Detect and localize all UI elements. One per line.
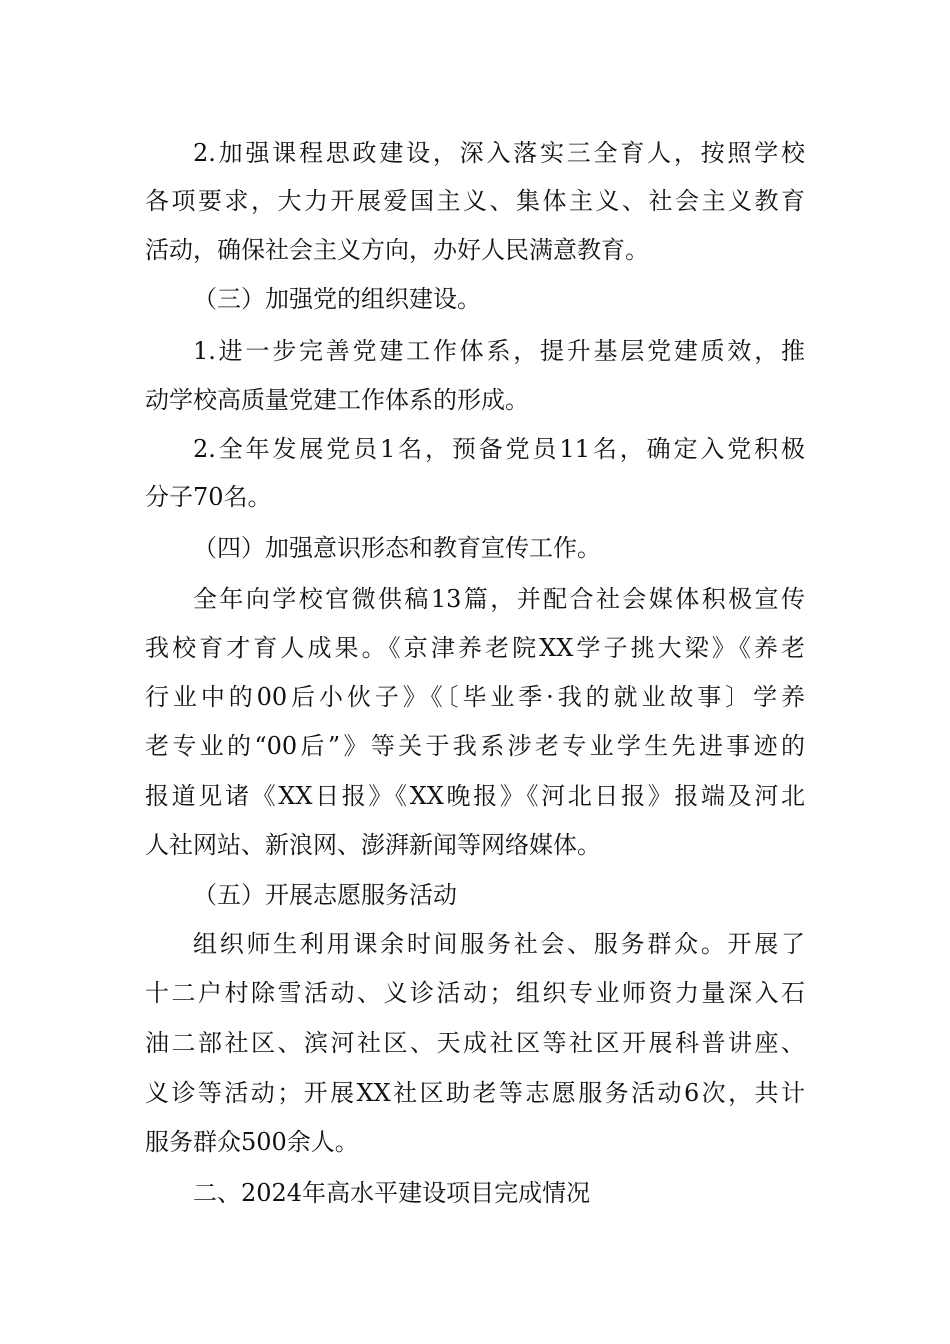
chapter-heading-2: 二、2024年高水平建设项目完成情况	[193, 1179, 591, 1207]
text-line-14: 报道见诸《XX日报》《XX晚报》《河北日报》报端及河北	[145, 782, 805, 810]
text-line-8: 分子70名。	[145, 483, 272, 511]
text-line-3: 活动，确保社会主义方向，办好人民满意教育。	[145, 236, 649, 264]
text-line-5: 1.进一步完善党建工作体系，提升基层党建质效，推	[193, 337, 805, 365]
text-line-15: 人社网站、新浪网、澎湃新闻等网络媒体。	[145, 831, 601, 859]
text-line-21: 服务群众500余人。	[145, 1128, 359, 1156]
text-line-1: 2.加强课程思政建设，深入落实三全育人，按照学校	[193, 139, 805, 167]
text-line-19: 油二部社区、滨河社区、天成社区等社区开展科普讲座、	[145, 1029, 805, 1057]
text-line-12: 行业中的00后小伙子》《〔毕业季·我的就业故事〕学养	[145, 683, 805, 711]
text-line-7: 2.全年发展党员1名，预备党员11名，确定入党积极	[193, 435, 805, 463]
text-line-11: 我校育才育人成果。《京津养老院XX学子挑大梁》《养老	[145, 634, 805, 662]
text-line-6: 动学校高质量党建工作体系的形成。	[145, 386, 529, 414]
text-line-10: 全年向学校官微供稿13篇，并配合社会媒体积极宣传	[193, 585, 805, 613]
section-heading-4: （四）加强意识形态和教育宣传工作。	[193, 534, 601, 562]
text-line-17: 组织师生利用课余时间服务社会、服务群众。开展了	[193, 930, 805, 958]
text-line-13: 老专业的“00后”》等关于我系涉老专业学生先进事迹的	[145, 732, 805, 760]
text-line-18: 十二户村除雪活动、义诊活动；组织专业师资力量深入石	[145, 979, 805, 1007]
section-heading-5: （五）开展志愿服务活动	[193, 881, 457, 909]
section-heading-3: （三）加强党的组织建设。	[193, 285, 481, 313]
text-line-2: 各项要求，大力开展爱国主义、集体主义、社会主义教育	[145, 187, 805, 215]
text-line-20: 义诊等活动；开展XX社区助老等志愿服务活动6次，共计	[145, 1079, 805, 1107]
